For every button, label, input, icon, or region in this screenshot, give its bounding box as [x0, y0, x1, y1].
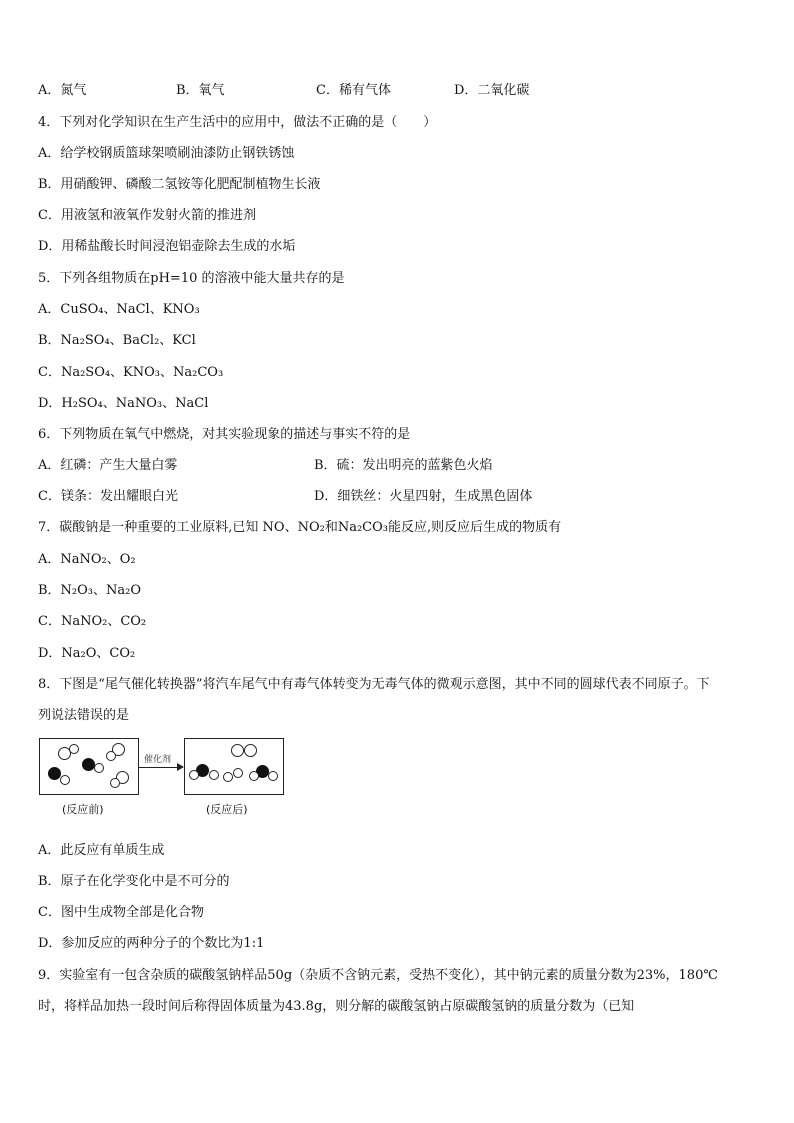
q4-option-c: C．用液氢和液氧作发射火箭的推进剂 [38, 208, 256, 223]
after-caption: (反应后) [206, 803, 248, 816]
q7-option-d: D．Na₂O、CO₂ [38, 646, 136, 661]
q8-option-c: C．图中生成物全部是化合物 [38, 905, 204, 920]
q4-option-b: B．用硝酸钾、磷酸二氢铵等化肥配制植物生长液 [38, 177, 321, 192]
q3-option-b: B．氧气 [176, 83, 225, 98]
q8-stem-line1: 8．下图是“尾气催化转换器”将汽车尾气中有毒气体转变为无毒气体的微观示意图，其中不同的圆球代表不同原子。下 [38, 677, 710, 692]
atom-white [231, 744, 244, 757]
q8-option-a: A．此反应有单质生成 [38, 843, 165, 858]
q5-stem: 5．下列各组物质在pH=10 的溶液中能大量共存的是 [38, 271, 345, 286]
q6-stem: 6．下列物质在氧气中燃烧，对其实验现象的描述与事实不符的是 [38, 427, 411, 442]
atom-white [268, 771, 278, 781]
q9-stem-line1: 9．实验室有一包含杂质的碳酸氢钠样品50g（杂质不含钠元素，受热不变化），其中钠元素的质量分数为23%，180℃ [38, 968, 718, 983]
q8-option-d: D．参加反应的两种分子的个数比为1:1 [38, 936, 265, 951]
q6-option-b: B．硫：发出明亮的蓝紫色火焰 [314, 458, 493, 473]
atom-white [94, 763, 104, 773]
atom-white [233, 768, 243, 778]
catalyst-label: 催化剂 [144, 755, 172, 765]
atom-white [223, 772, 233, 782]
q7-option-c: C．NaNO₂、CO₂ [38, 614, 147, 629]
atom-white [69, 744, 79, 754]
q9-stem-line2: 时，将样品加热一段时间后称得固体质量为43.8g，则分解的碳酸氢钠占原碳酸氢钠的质量分数为（已知 [38, 999, 635, 1014]
q3-option-c: C．稀有气体 [316, 83, 391, 98]
q7-option-a: A．NaNO₂、O₂ [38, 552, 136, 567]
atom-white [110, 778, 120, 788]
q4-stem: 4．下列对化学知识在生产生活中的应用中，做法不正确的是（ ） [38, 115, 437, 130]
q7-stem: 7．碳酸钠是一种重要的工业原料,已知 NO、NO₂和Na₂CO₃能反应,则反应后生成的物质有 [38, 520, 562, 535]
atom-white [60, 775, 70, 785]
reaction-diagram [38, 737, 288, 819]
atom-white [189, 770, 199, 780]
q3-option-d: D．二氧化碳 [454, 83, 530, 98]
q8-stem-line2: 列说法错误的是 [38, 708, 130, 723]
q8-option-b: B．原子在化学变化中是不可分的 [38, 874, 230, 889]
q6-option-c: C．镁条：发出耀眼白光 [38, 489, 178, 504]
reaction-arrow [139, 767, 178, 768]
q3-option-a: A．氮气 [38, 83, 87, 98]
q5-option-a: A．CuSO₄、NaCl、KNO₃ [38, 302, 200, 317]
q5-option-b: B．Na₂SO₄、BaCl₂、KCl [38, 333, 196, 348]
atom-white [209, 770, 219, 780]
atom-black [82, 758, 95, 771]
before-reaction-box [39, 738, 139, 795]
atom-white [106, 751, 116, 761]
q5-option-d: D．H₂SO₄、NaNO₃、NaCl [38, 396, 209, 411]
before-caption: (反应前) [62, 803, 104, 816]
q6-option-a: A．红磷：产生大量白雾 [38, 458, 178, 473]
atom-white [244, 744, 257, 757]
reaction-arrow-head [177, 763, 184, 771]
q4-option-a: A．给学校钢质篮球架喷刷油漆防止钢铁锈蚀 [38, 146, 295, 161]
q5-option-c: C．Na₂SO₄、KNO₃、Na₂CO₃ [38, 365, 224, 380]
atom-white [249, 771, 259, 781]
atom-black [48, 767, 61, 780]
q7-option-b: B．N₂O₃、Na₂O [38, 583, 142, 598]
q4-option-d: D．用稀盐酸长时间浸泡铝壶除去生成的水垢 [38, 239, 296, 254]
q6-option-d: D．细铁丝：火星四射，生成黑色固体 [314, 489, 533, 504]
after-reaction-box [184, 738, 284, 795]
